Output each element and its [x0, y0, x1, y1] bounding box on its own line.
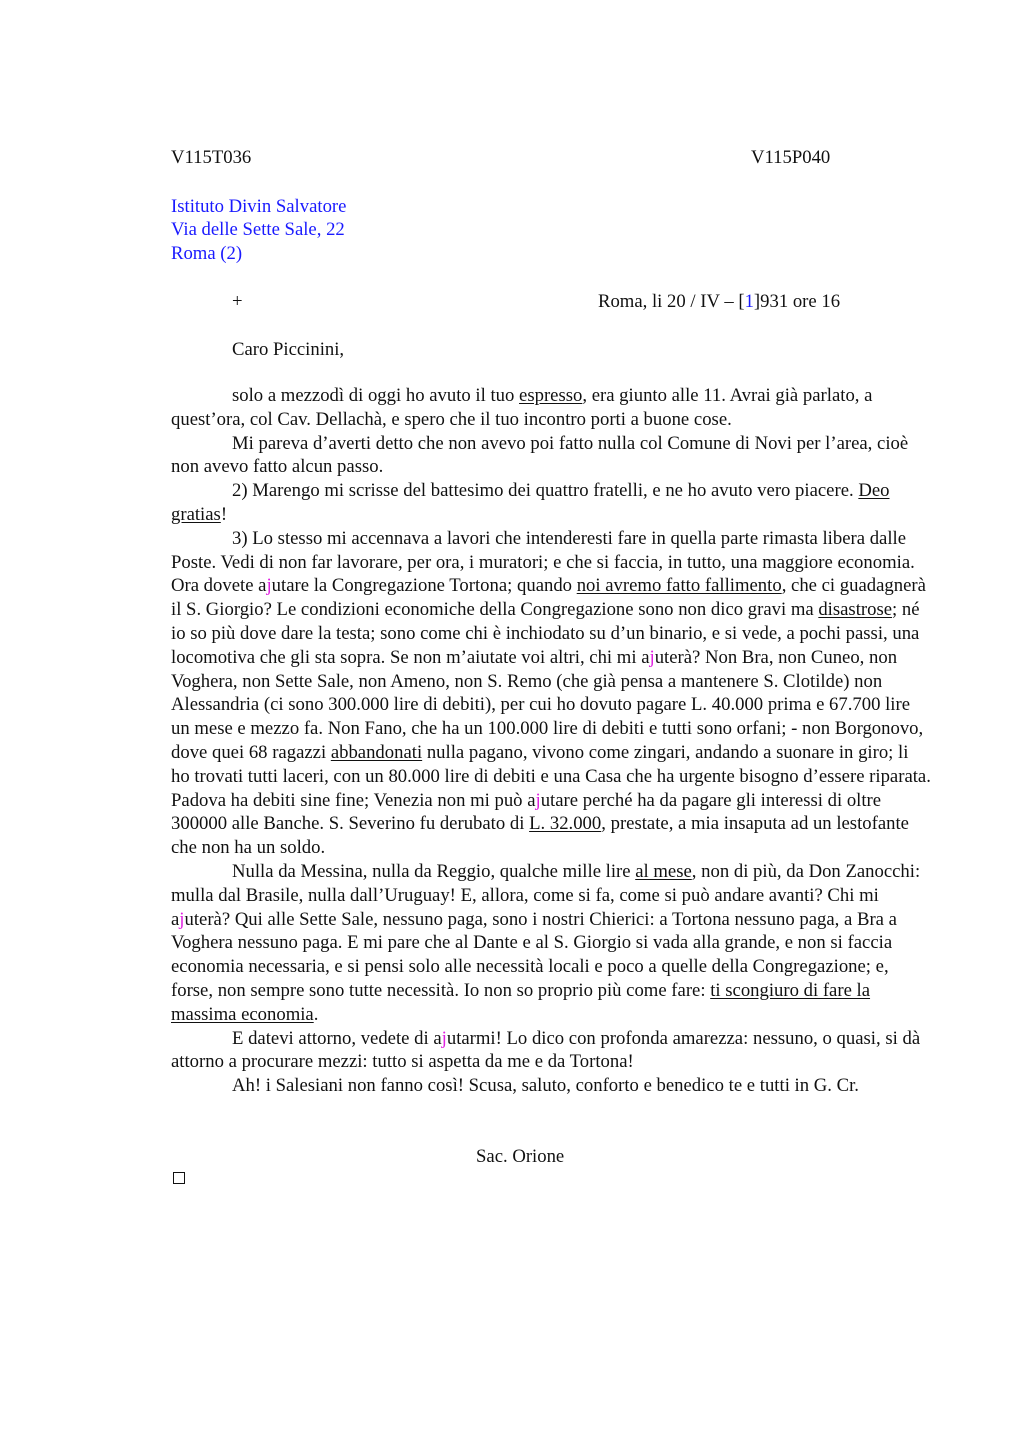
text-run: ; né io so più dove dare la testa; sono come chi è inchiodato su d’un binario, e si vede, a pochi passi, una locomotiva che gli sta sopra. Se non m’aiutate voi altri, chi mi a — [171, 599, 920, 668]
text-run: utarmi! Lo dico con profonda amarezza: nessuno, o quasi, si dà attorno a procurare mezzi: tutto si aspetta da me e da Tortona! — [171, 1027, 921, 1073]
address-line-1: Istituto Divin Salvatore — [171, 196, 347, 217]
text-run: , non di più, da Don Zanocchi: mulla dal Brasile, nulla dall’Uruguay! E, allora, come si fa, come si può andare avanti? Chi mi a — [171, 860, 921, 930]
text-run: 3) Lo stesso mi accennava a lavori che intenderesti fare in quella parte rimasta libera dalle Poste. Vedi di non far lavorare, per ora, i muratori; e che si faccia, in tutto, una maggiore economia. Ora dovete a — [171, 527, 915, 597]
text-run: Nulla da Messina, nulla da Reggio, qualche mille lire — [232, 860, 636, 882]
dateline — [598, 290, 840, 314]
magenta-letter: j — [649, 646, 655, 668]
dateline-post: ]931 ore 16 — [753, 291, 841, 312]
paragraph-7: Ah! i Salesiani non fanno così! Scusa, saluto, conforto e benedico te e tutti in G. Cr. — [232, 1075, 859, 1097]
signature: Sac. Orione — [476, 1146, 565, 1167]
text-run: uterà? Non Bra, non Cuneo, non Voghera, non Sette Sale, non Ameno, non S. Remo (che già pensa a mantenere S. Clotilde) non Alessandria (ci sono 300.000 lire di debiti), per cui ho dovuto pagare L. 40.000 prima e 67.700 lire un mese e mezzo fa. Non Fano, che ha un 100.000 lire di debiti e tutti sono orfani; - non Borgonovo, dove quei 68 ragazzi — [171, 646, 924, 763]
underlined-text: Deo gratias — [171, 480, 890, 525]
magenta-letter: j — [535, 789, 541, 811]
text-run: uterà? Qui alle Sette Sale, nessuno paga, sono i nostri Chierici: a Tortona nessuno paga, a Bra a Voghera nessuno paga. E mi pare che al Dante e al S. Giorgio si vada alla grande, e non si faccia economia necessaria, e si pensi solo alle necessità locali e poco a quelle della Congregazione; e, forse, non sempre sono tutte necessità. Io non so proprio più come fare: — [171, 908, 897, 1001]
address-line-2: Via delle Sette Sale, 22 — [171, 219, 345, 240]
paragraph-4 — [171, 527, 931, 860]
paragraph-3 — [171, 479, 931, 527]
letter-body — [171, 384, 931, 1098]
paragraph-1 — [171, 384, 931, 432]
text-run: 2) Marengo mi scrisse del battesimo dei quattro fratelli, e ne ho avuto vero piacere. — [232, 480, 859, 502]
text-run: , che ci guadagnerà il S. Giorgio? Le condizioni economiche della Congregazione sono non dico gravi ma — [171, 575, 926, 621]
salutation: Caro Piccinini, — [232, 339, 345, 360]
underlined-text: L. 32.000 — [529, 813, 602, 835]
header-right-code: V115P040 — [751, 147, 831, 168]
underlined-text: al mese — [635, 860, 692, 882]
magenta-letter: j — [179, 908, 185, 930]
text-run: . — [313, 1003, 319, 1025]
magenta-letter: j — [266, 575, 272, 597]
underlined-text: espresso — [519, 385, 583, 406]
paragraph-5 — [171, 860, 931, 1027]
text-run: solo a mezzodì di oggi ho avuto il tuo — [232, 385, 520, 406]
underlined-text: abbandonati — [330, 741, 423, 763]
cross-mark: + — [232, 291, 243, 312]
dateline-digit: 1 — [744, 291, 754, 312]
underlined-text: disastrose — [818, 599, 893, 621]
dateline-pre: Roma, li 20 / IV – [ — [598, 291, 745, 312]
checkbox-square-icon — [173, 1172, 185, 1184]
address-line-3: Roma (2) — [171, 243, 243, 264]
underlined-text: ti scongiuro di fare la massima economia — [171, 979, 871, 1025]
text-run: , era giunto alle 11. Avrai già parlato, a quest’ora, col Cav. Dellachà, e spero che il tuo incontro porti a buone cose. — [171, 385, 873, 430]
underlined-text: noi avremo fatto fallimento — [576, 575, 782, 597]
text-run: , prestate, a mia insaputa ad un lestofante che non ha un soldo. — [171, 813, 909, 859]
text-run: ! — [220, 503, 228, 525]
text-run: utare perché ha da pagare gli interessi di oltre 300000 alle Banche. S. Severino fu derubato di — [171, 789, 882, 835]
text-run: nulla pagano, vivono come zingari, andando a suonare in giro; li ho trovati tutti laceri, con un 80.000 lire di debiti e una Casa che ha urgente bisogno d’essere riparata. Padova ha debiti sine fine; Venezia non mi può a — [171, 741, 931, 811]
text-run: E datevi attorno, vedete di a — [232, 1027, 442, 1049]
paragraph-2: Mi pareva d’averti detto che non avevo poi fatto nulla col Comune di Novi per l’area, cioè non avevo fatto alcun passo. — [171, 432, 909, 478]
text-run: utare la Congregazione Tortona; quando — [271, 575, 577, 597]
paragraph-6 — [171, 1027, 931, 1075]
header-left-code: V115T036 — [171, 147, 252, 168]
magenta-letter: j — [441, 1027, 447, 1049]
